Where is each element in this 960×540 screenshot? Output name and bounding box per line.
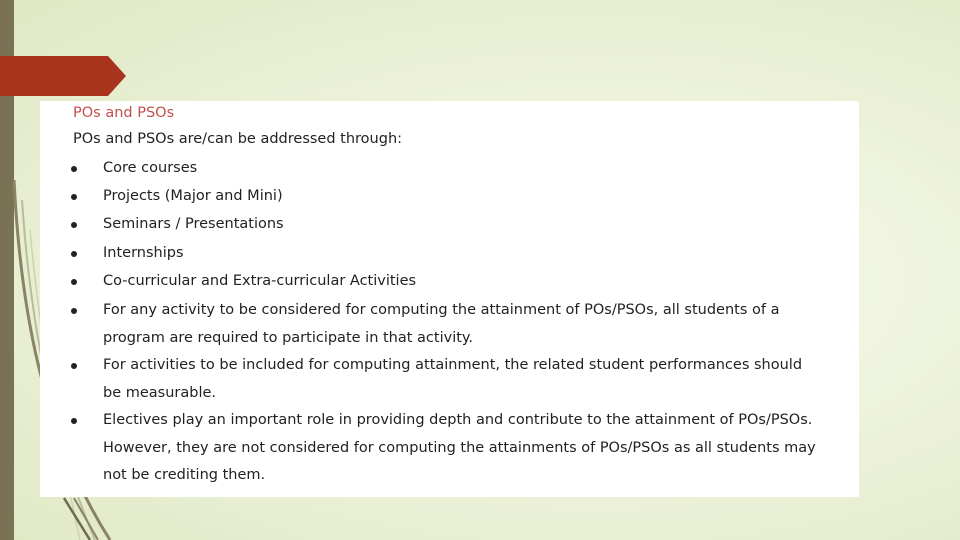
bullet-icon <box>71 418 77 424</box>
bullet-icon <box>71 308 77 314</box>
list-item-text: Seminars / Presentations <box>103 216 284 232</box>
list-item-text: Electives play an important role in providing depth and contribute to the attainment of POs/PSOs. However, they are not considered for computing the attainments of POs/PSOs as all students may not be crediting them. <box>103 412 816 483</box>
content-card <box>40 101 859 497</box>
bullet-icon <box>71 251 77 257</box>
list-item-text: Co-curricular and Extra-curricular Activities <box>103 273 417 289</box>
bullet-icon <box>71 279 77 285</box>
list-item-text: Internships <box>103 245 184 261</box>
list-item-text: Core courses <box>103 160 198 176</box>
list-item-text: For activities to be included for computing attainment, the related student performances should be measurable. <box>103 357 803 401</box>
bullet-icon <box>71 222 77 228</box>
bullet-icon <box>71 194 77 200</box>
intro-text: POs and PSOs are/can be addressed through: <box>73 131 403 147</box>
list-item-text: Projects (Major and Mini) <box>103 188 283 204</box>
section-heading: POs and PSOs <box>73 105 175 121</box>
accent-arrow-shape <box>0 56 126 96</box>
bullet-icon <box>71 166 77 172</box>
bullet-icon <box>71 363 77 369</box>
list-item-text: For any activity to be considered for computing the attainment of POs/PSOs, all students of a program are required to participate in that activity. <box>103 302 780 346</box>
